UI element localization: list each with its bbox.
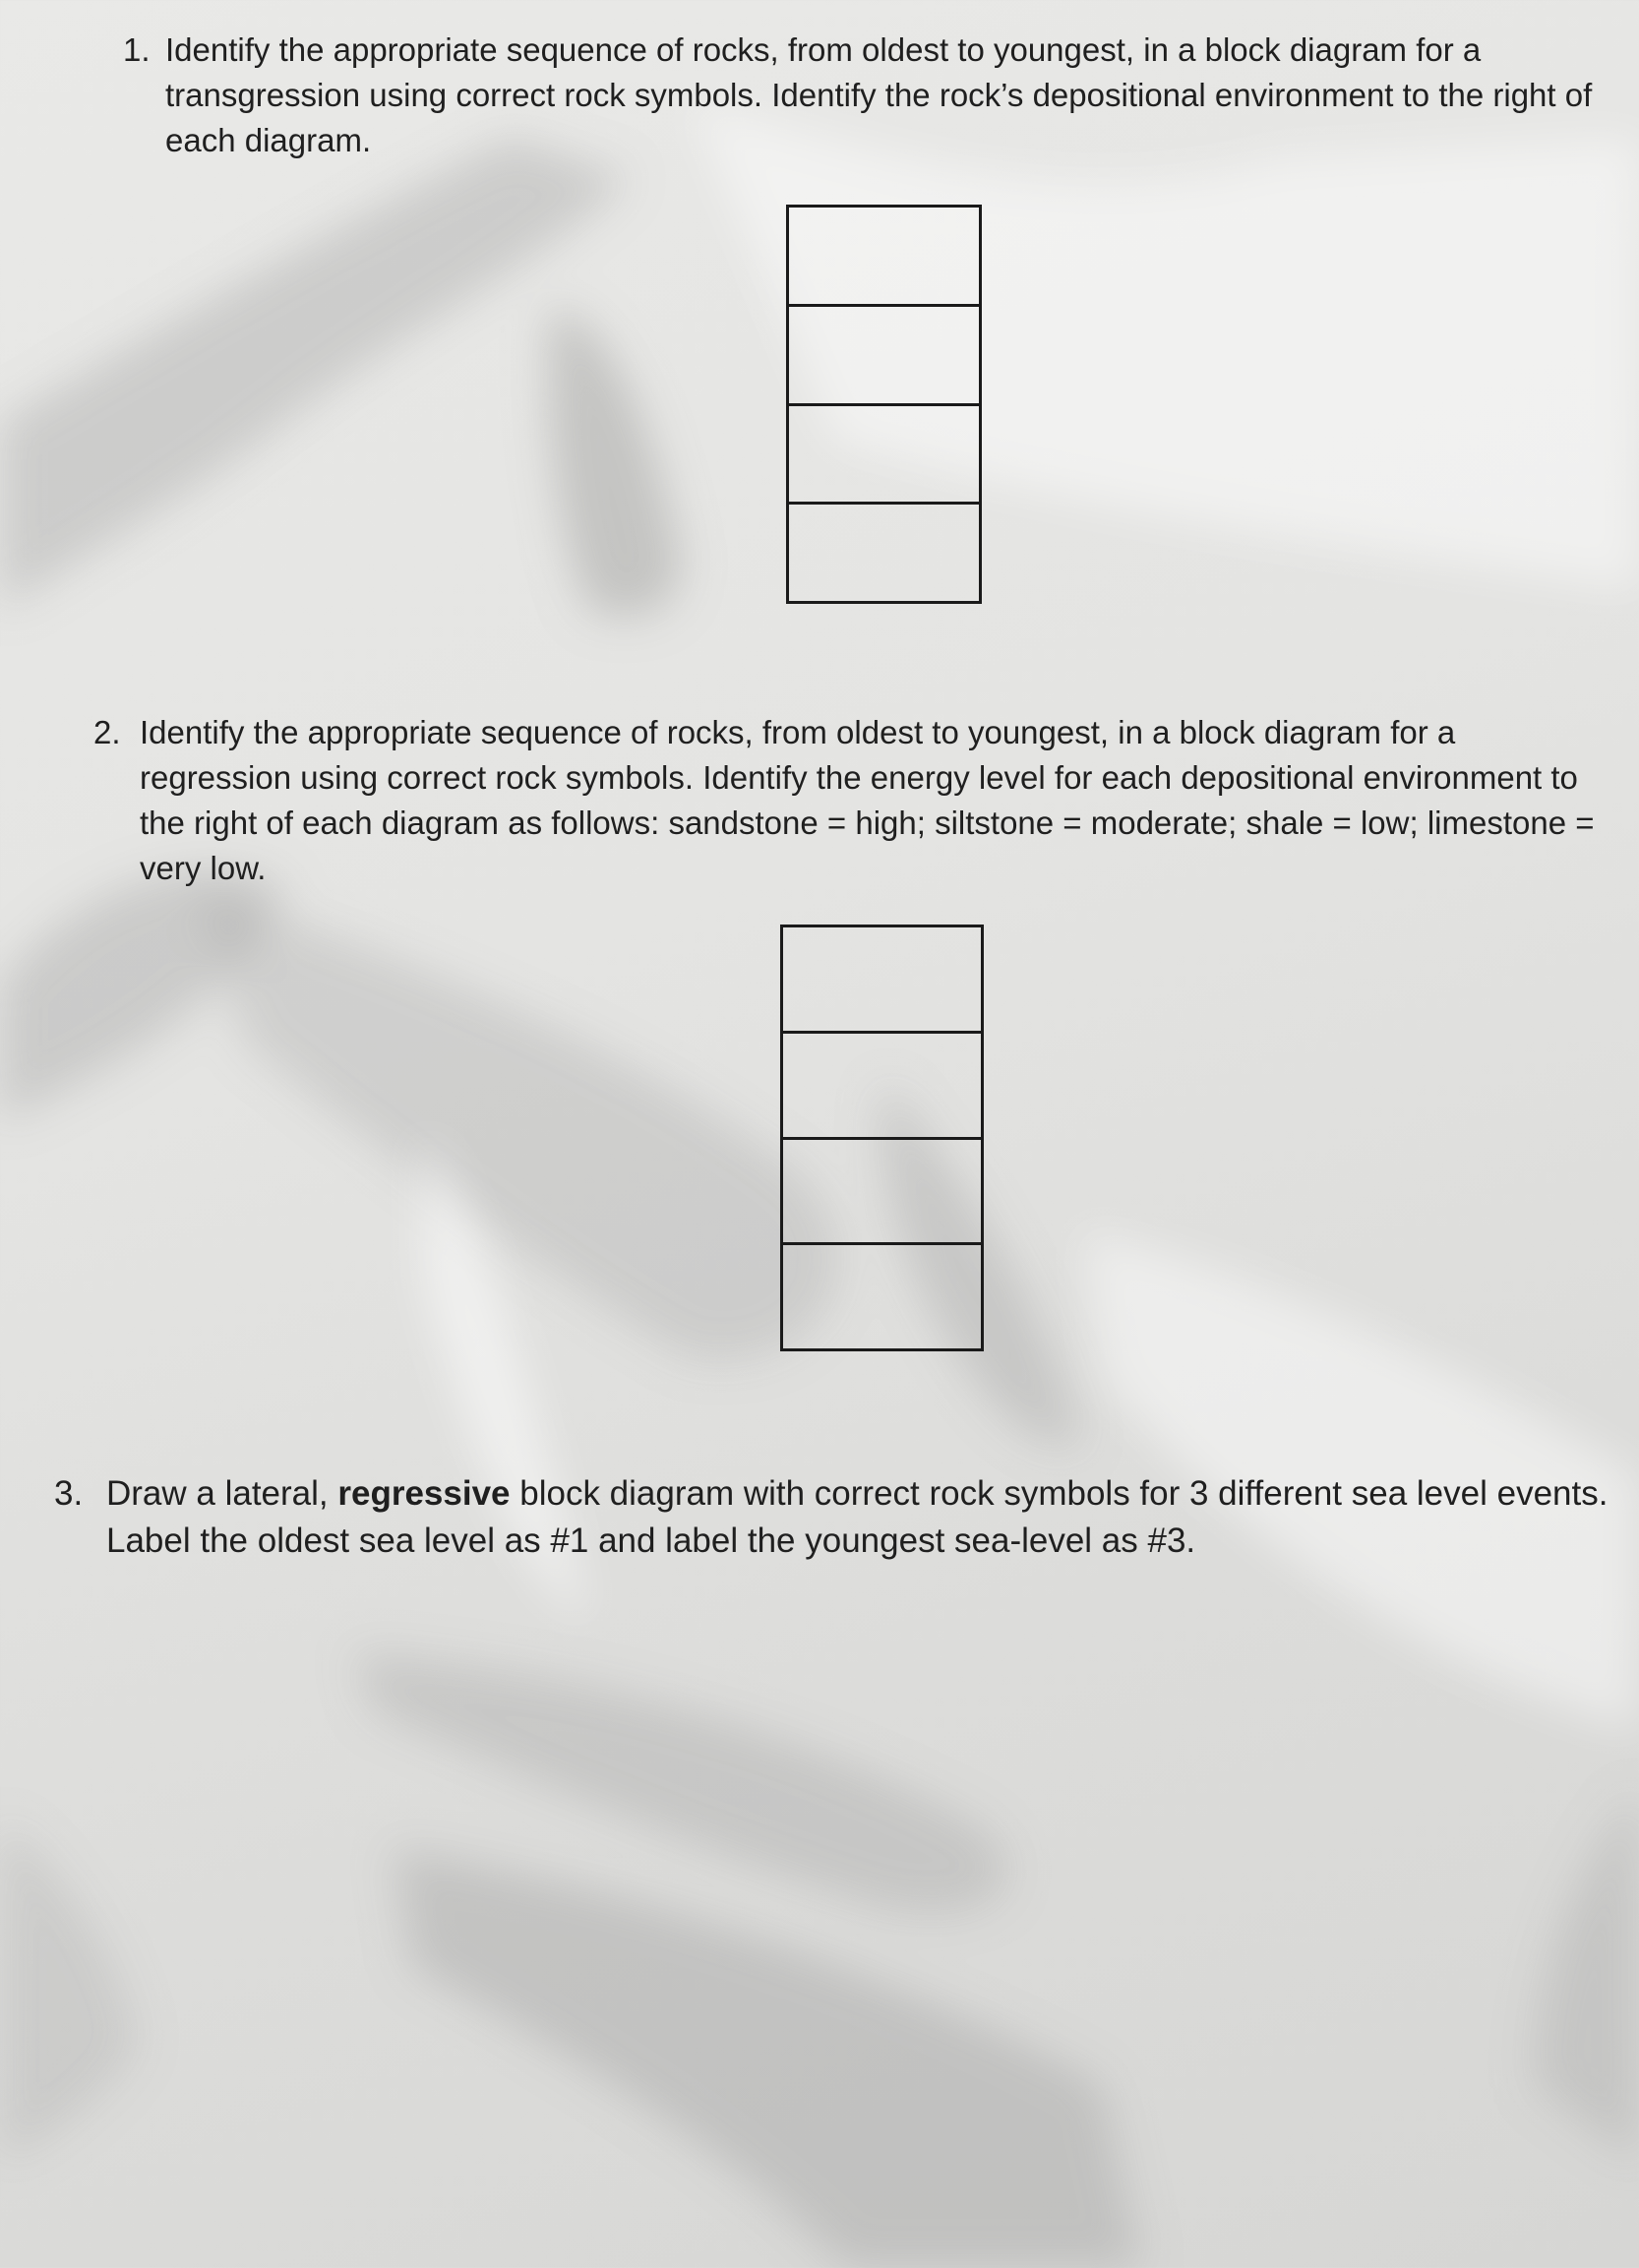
question-3-text-start: Draw a lateral,: [106, 1474, 338, 1513]
question-3-bold-word: regressive: [337, 1474, 511, 1513]
question-1-text: Identify the appropriate sequence of rocks, from oldest to youngest, in a block diagram for a transgression using correct rock symbols. Identify the rock’s depositional environment to the right of each diagram.: [165, 31, 1593, 158]
rock-layer-box[interactable]: [783, 1137, 981, 1243]
question-2-number: 2.: [93, 714, 121, 750]
rock-layer-box[interactable]: [783, 927, 981, 1031]
question-3-text: [106, 1470, 1639, 1565]
question-3-number: 3.: [54, 1474, 84, 1513]
regression-block-diagram[interactable]: [780, 925, 984, 1351]
rock-layer-box[interactable]: [783, 1031, 981, 1137]
question-2-text: Identify the appropriate sequence of rocks, from oldest to youngest, in a block diagram for a regression using correct rock symbols. Identify the energy level for each depositional environment to the right of each diagram as follows: sandstone = high; siltstone = moderate; shale = low; limestone = very low.: [140, 714, 1595, 886]
rock-layer-box[interactable]: [783, 1242, 981, 1348]
question-1: [123, 28, 1618, 163]
transgression-block-diagram[interactable]: [786, 205, 982, 604]
rock-layer-box[interactable]: [789, 304, 979, 403]
rock-layer-box[interactable]: [789, 403, 979, 503]
question-2: [93, 710, 1609, 891]
question-3-text-end: block diagram with correct rock symbols for 3 different sea level events. Label the oldest sea level as #1 and label the youngest sea-level as #3.: [106, 1474, 1609, 1560]
question-1-number: 1.: [123, 31, 151, 68]
question-3: [54, 1470, 1639, 1565]
rock-layer-box[interactable]: [789, 502, 979, 601]
rock-layer-box[interactable]: [789, 208, 979, 304]
